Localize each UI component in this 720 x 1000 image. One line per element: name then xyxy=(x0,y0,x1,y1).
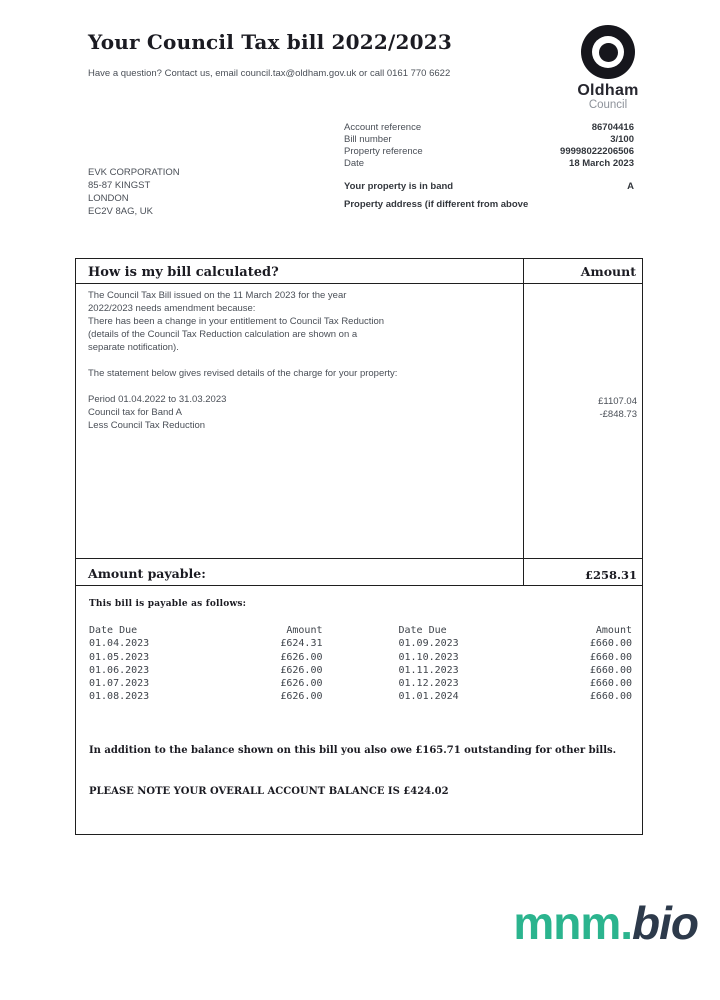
payment-schedule-section xyxy=(76,586,642,834)
due-date: 01.01.2024 xyxy=(398,691,459,703)
account-info-row xyxy=(344,146,634,158)
schedule-row xyxy=(89,677,323,690)
calculation-header-row xyxy=(76,259,642,284)
other-bills-note: In addition to the balance shown on this bill you also owe £165.71 outstanding for other bills. xyxy=(89,745,617,756)
date-label: Date xyxy=(344,158,365,169)
due-date: 01.09.2023 xyxy=(398,638,459,650)
due-amount: £624.31 xyxy=(280,638,323,650)
account-info-block xyxy=(344,122,634,211)
council-tax-amount: £1107.04 xyxy=(598,396,637,407)
due-amount: £660.00 xyxy=(589,664,632,676)
schedule-row xyxy=(399,690,633,703)
due-date: 01.10.2023 xyxy=(398,651,459,663)
mnm-bio-logo xyxy=(513,896,698,950)
bill-number-label: Bill number xyxy=(344,134,392,145)
due-amount: £660.00 xyxy=(589,638,632,650)
schedule-table-right xyxy=(399,624,633,704)
account-info-row xyxy=(344,122,634,134)
council-tax-band-line: Council tax for Band A xyxy=(88,407,182,418)
due-amount: £626.00 xyxy=(280,691,323,703)
band-label: Your property is in band xyxy=(344,181,454,192)
due-amount: £660.00 xyxy=(589,691,632,703)
due-date: 01.04.2023 xyxy=(89,638,150,650)
schedule-row xyxy=(399,664,633,677)
bill-calculation-box xyxy=(75,258,643,835)
calculation-text-line xyxy=(88,380,523,393)
schedule-intro: This bill is payable as follows: xyxy=(89,599,247,609)
calculation-text-line: The statement below gives revised details of the charge for your property: xyxy=(88,368,398,379)
date-value: 18 March 2023 xyxy=(569,158,634,169)
period-line: Period 01.04.2022 to 31.03.2023 xyxy=(88,394,227,405)
ctr-reduction-amount: -£848.73 xyxy=(599,409,637,420)
schedule-tables xyxy=(89,624,632,704)
page-title: Your Council Tax bill 2022/2023 xyxy=(88,30,452,54)
schedule-row xyxy=(89,637,323,650)
brand-secondary-text: bio xyxy=(632,897,698,949)
contact-line: Have a question? Contact us, email council.tax@oldham.gov.uk or call 0161 770 6622 xyxy=(88,68,451,79)
date-due-header: Date Due xyxy=(89,625,138,636)
calculation-text-line: There has been a change in your entitlement to Council Tax Reduction xyxy=(88,316,385,327)
recipient-line: 85-87 KINGST xyxy=(88,180,151,191)
account-info-row xyxy=(344,158,634,170)
ctr-reduction-line: Less Council Tax Reduction xyxy=(88,420,206,431)
brand-primary-text: mnm. xyxy=(513,897,633,949)
logo-subtitle: Council xyxy=(588,99,628,111)
calculation-body xyxy=(76,284,642,559)
recipient-line: LONDON xyxy=(88,193,129,204)
recipient-line: EC2V 8AG, UK xyxy=(88,206,153,217)
recipient-address xyxy=(88,166,180,218)
amount-header: Amount xyxy=(286,625,323,636)
bill-number-value: 3/100 xyxy=(610,134,634,145)
schedule-header-row xyxy=(399,624,633,637)
account-reference-label: Account reference xyxy=(344,122,422,133)
calculation-text-line xyxy=(88,354,523,367)
band-value: A xyxy=(627,181,634,192)
due-amount: £660.00 xyxy=(589,651,632,663)
due-date: 01.05.2023 xyxy=(89,651,150,663)
due-date: 01.07.2023 xyxy=(89,678,150,690)
due-amount: £660.00 xyxy=(589,678,632,690)
schedule-header-row xyxy=(89,624,323,637)
amount-column-heading: Amount xyxy=(580,264,636,279)
schedule-row xyxy=(399,677,633,690)
schedule-table-left xyxy=(89,624,323,704)
calculation-text-line: The Council Tax Bill issued on the 11 March 2023 for the year xyxy=(88,290,347,301)
amount-payable-row xyxy=(76,559,642,586)
amount-payable-value: £258.31 xyxy=(584,568,637,582)
calculation-text-line: (details of the Council Tax Reduction calculation are shown on a xyxy=(88,329,358,340)
account-reference-value: 86704416 xyxy=(591,122,634,133)
schedule-row xyxy=(89,651,323,664)
amount-header: Amount xyxy=(595,625,632,636)
schedule-row xyxy=(399,651,633,664)
date-due-header: Date Due xyxy=(398,625,447,636)
band-row xyxy=(344,181,634,193)
recipient-line: EVK CORPORATION xyxy=(88,167,180,178)
schedule-row xyxy=(399,637,633,650)
property-reference-value: 99998022206506 xyxy=(560,146,634,157)
schedule-row xyxy=(89,664,323,677)
oldham-council-logo xyxy=(558,25,658,111)
due-amount: £626.00 xyxy=(280,651,323,663)
amount-payable-label: Amount payable: xyxy=(88,566,206,581)
logo-name: Oldham xyxy=(577,82,639,99)
due-amount: £626.00 xyxy=(280,678,323,690)
schedule-row xyxy=(89,690,323,703)
account-balance-note: PLEASE NOTE YOUR OVERALL ACCOUNT BALANCE IS £424.02 xyxy=(89,786,449,797)
calculation-text-line: separate notification). xyxy=(88,342,179,353)
due-date: 01.11.2023 xyxy=(398,664,459,676)
property-address-label: Property address (if different from above xyxy=(344,199,529,210)
calculation-heading: How is my bill calculated? xyxy=(88,265,279,280)
calculation-text-line: 2022/2023 needs amendment because: xyxy=(88,303,256,314)
due-date: 01.06.2023 xyxy=(89,664,150,676)
due-amount: £626.00 xyxy=(280,664,323,676)
due-date: 01.08.2023 xyxy=(89,691,150,703)
property-reference-label: Property reference xyxy=(344,146,423,157)
concentric-circles-icon xyxy=(581,25,635,79)
account-info-row xyxy=(344,134,634,146)
due-date: 01.12.2023 xyxy=(398,678,459,690)
